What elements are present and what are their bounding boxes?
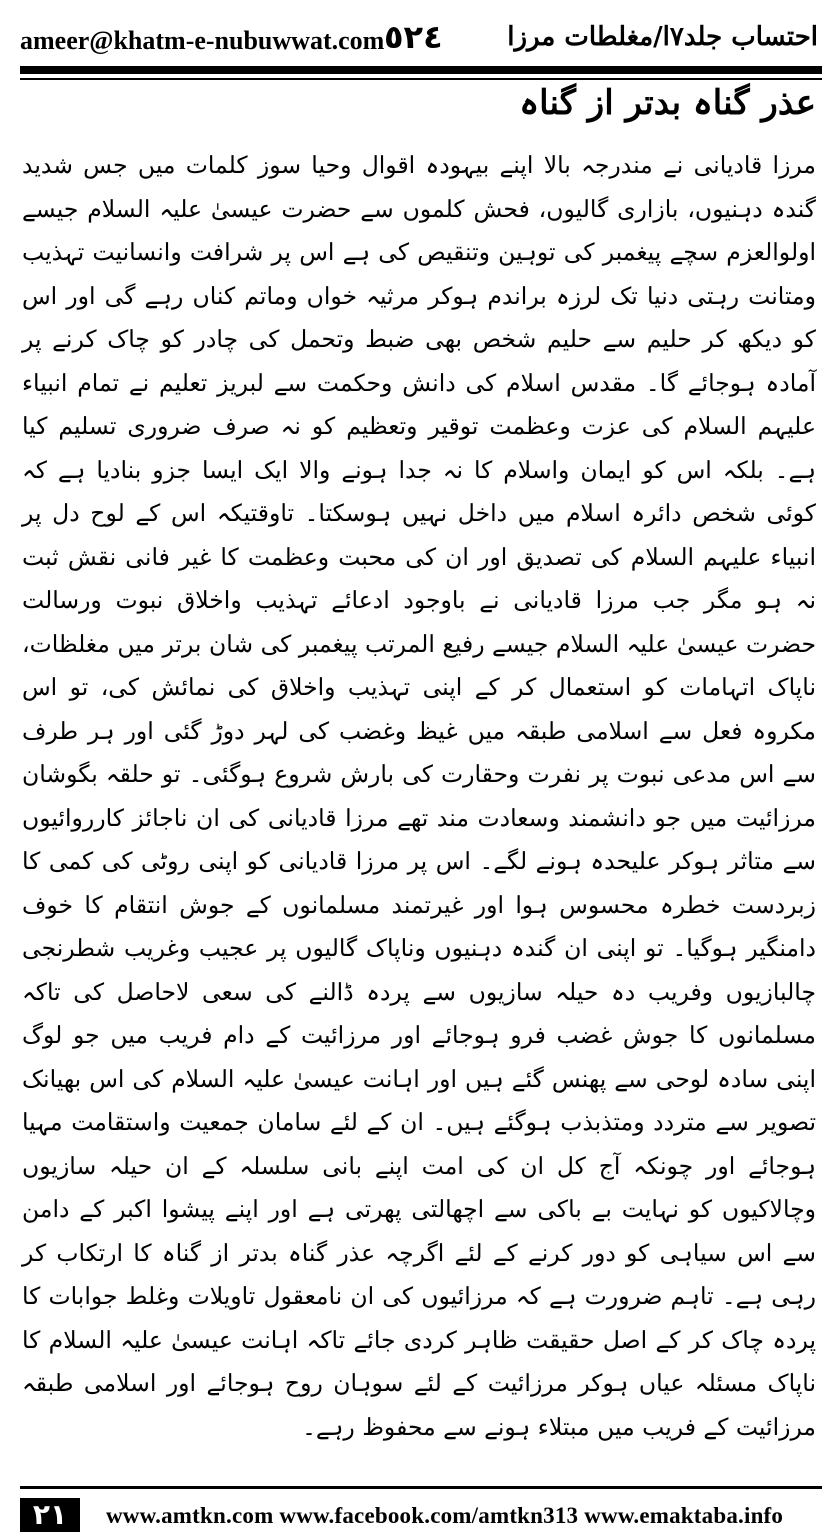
footer-links: www.amtkn.com www.facebook.com/amtkn313 www.emaktaba.info xyxy=(106,1503,784,1528)
header-rule-thin xyxy=(20,78,822,80)
footer-rule xyxy=(20,1486,822,1489)
body-text: مرزا قادیانی نے مندرجہ بالا اپنے بیہودہ اقوال وحیا سوز کلمات میں جس شدید گندہ دہنیوں، بازاری گالیوں، فحش کلموں سے حضرت عیسیٰ علیہ السلام جیسے اولوالعزم سچے پیغمبر کی توہین وتنقیص کی ہے اس پر شرافت وانسانیت تہذیب ومتانت رہتی دنیا تک لرزہ براندم ہوکر مرثیہ خواں وماتم کناں رہے گی اور اس کو دیکھ کر حلیم سے حلیم شخص بھی ضبط وتحمل کی چادر کو چاک کرنے پر آمادہ ہوجائے گا۔ مقدس اسلام کی دانش وحکمت سے لبریز تعلیم نے تمام انبیاء علیہم السلام کی عزت وعظمت توقیر وتعظیم کو نہ صرف ضروری تسلیم کیا ہے۔ بلکہ اس کو ایمان واسلام کا نہ جدا ہونے والا ایک ایسا جزو بنادیا ہے کہ کوئی شخص دائرہ اسلام میں داخل نہیں ہوسکتا۔ تاوقتیکہ اس کے لوح دل پر انبیاء علیہم السلام کی تصدیق اور ان کی محبت وعظمت کا غیر فانی نقش ثبت نہ ہو مگر جب مرزا قادیانی نے باوجود ادعائے تہذیب واخلاق نبوت ورسالت حضرت عیسیٰ علیہ السلام جیسے رفیع المرتب پیغمبر کی شان برتر میں مغلظات، ناپاک اتہامات کو استعمال کر کے اپنی تہذیب واخلاق کی نمائش کی، تو اس مکروہ فعل سے اسلامی طبقہ میں غیظ وغضب کی لہر دوڑ گئی اور ہر طرف سے اس مدعی نبوت پر نفرت وحقارت کی بارش شروع ہوگئی۔ تو حلقہ بگوشان مرزائیت میں جو دانشمند وسعادت مند تھے مرزا قادیانی کی ان ناجائز کارروائیوں سے متاثر ہوکر علیحدہ ہونے لگے۔ اس پر مرزا قادیانی کو اپنی روٹی کی کمی کا زبردست خطرہ محسوس ہوا اور غیرتمند مسلمانوں کے جوش انتقام کا خوف دامنگیر ہوگیا۔ تو اپنی ان گندہ دہنیوں وناپاک گالیوں پر عجیب وغریب شطرنجی چالبازیوں وفریب دہ حیلہ سازیوں سے پردہ ڈالنے کی سعی لاحاصل کی تاکہ مسلمانوں کا جوش غضب فرو ہوجائے اور مرزائیت کے دام فریب میں جو لوگ اپنی سادہ لوحی سے پھنس گئے ہیں اور اہانت عیسیٰ علیہ السلام کی اس بھیانک تصویر سے متردد ومتذبذب ہوگئے ہیں۔ ان کے لئے سامان جمعیت واستقامت مہیا ہوجائے اور چونکہ آج کل ان کی امت اپنے بانی سلسلہ کے ان حیلہ سازیوں وچالاکیوں کو نہایت بے باکی سے اچھالتی پھرتی ہے اور اپنے پیشوا اکبر کے دامن سے اس سیاہی کو دور کرنے کے لئے اگرچہ عذر گناہ بدتر از گناہ کا ارتکاب کر رہی ہے۔ تاہم ضرورت ہے کہ مرزائیوں کی ان نامعقول تاویلات وغلط جوابات کا پردہ چاک کر کے اصل حقیقت ظاہر کردی جائے تاکہ اہانت عیسیٰ علیہ السلام کا ناپاک مسئلہ عیاں ہوکر مرزائیت کے لئے سوہان روح ہوجائے اور اسلامی طبقہ مرزائیت کے فریب میں مبتلاء ہونے سے محفوظ رہے۔ xyxy=(22,151,817,1441)
book-title: احتساب جلد۷ا/مغلطات مرزا xyxy=(507,22,818,52)
page-number: ٥٢٤ xyxy=(384,18,443,56)
section-heading: عذر گناہ بدتر از گناہ xyxy=(519,83,816,123)
volume-number-badge: ۲۱ xyxy=(20,1498,80,1532)
page-header xyxy=(0,0,840,66)
header-rule-thick xyxy=(20,66,822,74)
header-email: ameer@khatm-e-nubuwwat.com xyxy=(20,26,385,55)
